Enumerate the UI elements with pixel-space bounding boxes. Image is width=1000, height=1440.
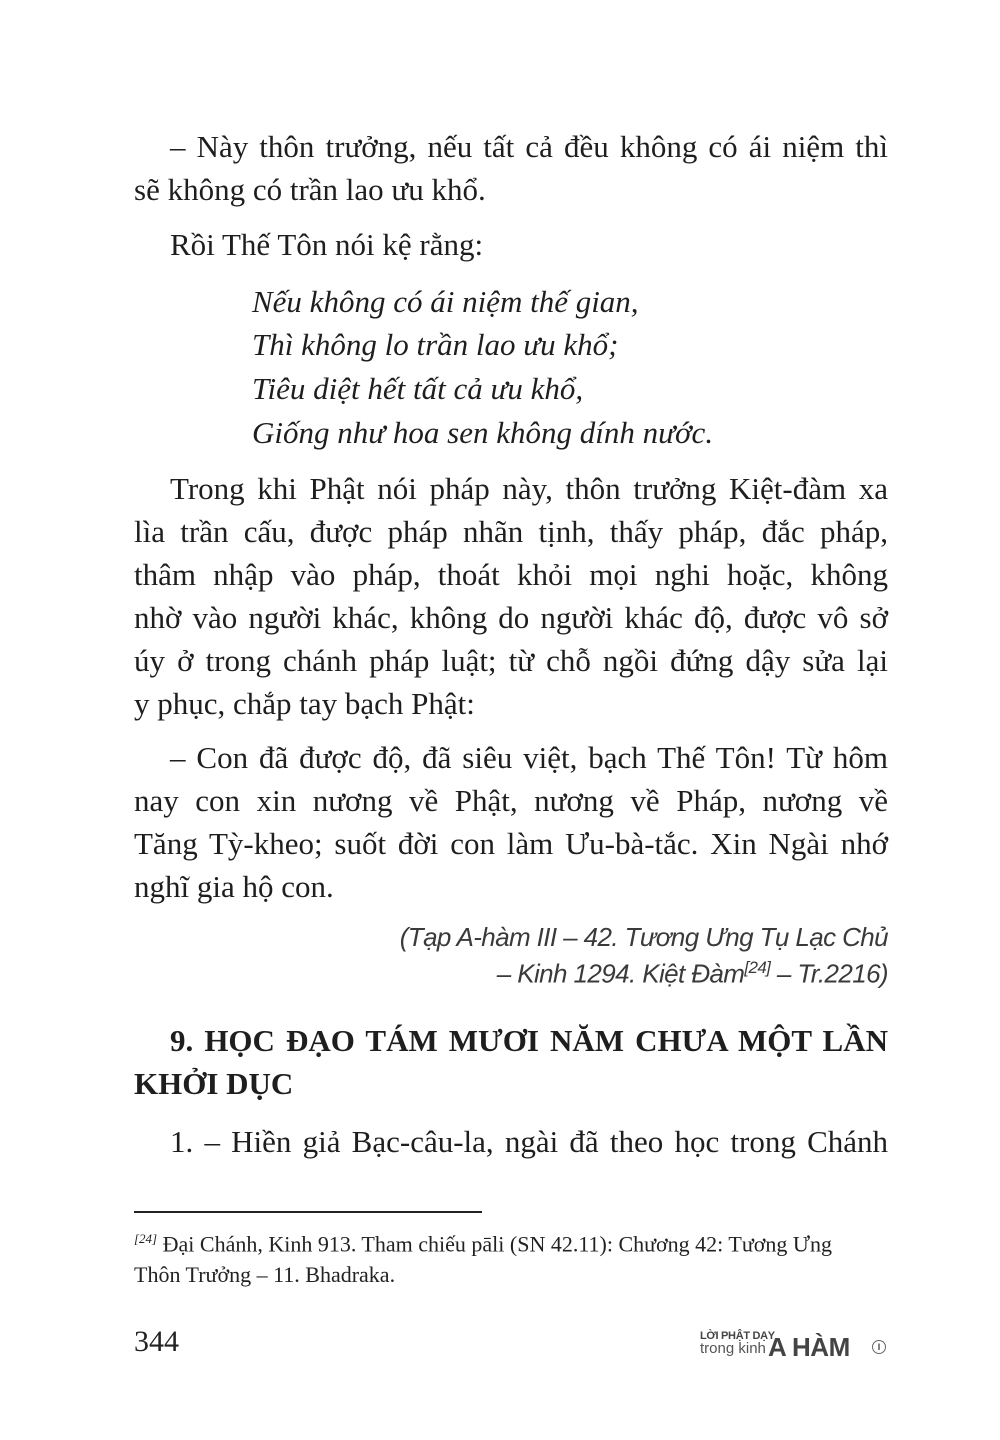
para4-line3: Tăng Tỳ-kheo; suốt đời con làm Ưu-bà-tắc. Xin Ngài nhớ (134, 826, 888, 861)
section-heading-line1: 9. HỌC ĐẠO TÁM MƯƠI NĂM CHƯA MỘT LẦN (170, 1023, 888, 1058)
para1-line1: – Này thôn trưởng, nếu tất cả đều không có ái niệm thì (170, 129, 888, 164)
para4-line2: nay con xin nương về Phật, nương về Pháp, nương về (134, 783, 888, 818)
book-brand-logo (700, 1330, 890, 1364)
volume-badge-icon: I (872, 1340, 886, 1354)
verse-line-4: Giống như hoa sen không dính nước. (252, 415, 714, 450)
verse-line-1: Nếu không có ái niệm thế gian, (252, 284, 639, 319)
citation-line2 (497, 958, 888, 990)
brand-top: LỜI PHẬT DẠY (700, 1330, 775, 1342)
para3-line1: Trong khi Phật nói pháp này, thôn trưởng Kiệt-đàm xa (170, 471, 888, 506)
verse-line-2: Thì không lo trần lao ưu khổ; (252, 327, 619, 362)
para3-line2: lìa trần cấu, được pháp nhãn tịnh, thấy pháp, đắc pháp, (134, 514, 888, 549)
footnote-marker: [24] (134, 1231, 158, 1246)
footnote-line1 (134, 1231, 832, 1257)
para3-line3: thâm nhập vào pháp, thoát khỏi mọi nghi hoặc, không (134, 557, 888, 592)
brand-main: A HÀM (768, 1332, 850, 1362)
citation-footnote-ref[interactable]: [24] (744, 958, 771, 977)
para5-line1: 1. – Hiền giả Bạc-câu-la, ngài đã theo học trong Chánh (170, 1124, 888, 1159)
brand-bottom: trong kinh (700, 1340, 766, 1357)
verse-line-3: Tiêu diệt hết tất cả ưu khổ, (252, 371, 584, 406)
para3-line4: nhờ vào người khác, không do người khác độ, được vô sở (134, 600, 888, 635)
para1-line2: sẽ không có trần lao ưu khổ. (134, 172, 486, 207)
para2: Rồi Thế Tôn nói kệ rằng: (170, 227, 484, 262)
para3-line6: y phục, chắp tay bạch Phật: (134, 686, 475, 721)
para4-line4: nghĩ gia hộ con. (134, 869, 334, 904)
footnote-divider (134, 1211, 482, 1213)
page-number: 344 (134, 1325, 179, 1358)
para3-line5: úy ở trong chánh pháp luật; từ chỗ ngồi đứng dậy sửa lại (134, 643, 888, 678)
section-heading-line2: KHỞI DỤC (134, 1066, 294, 1101)
para4-line1: – Con đã được độ, đã siêu việt, bạch Thế Tôn! Từ hôm (170, 740, 888, 775)
citation-page: – Tr.2216) (770, 958, 888, 989)
footnote-text: Đại Chánh, Kinh 913. Tham chiếu pāli (SN 42.11): Chương 42: Tương Ưng (157, 1231, 832, 1257)
citation-text: – Kinh 1294. Kiệt Đàm (496, 958, 745, 989)
citation-line1: (Tạp A-hàm III – 42. Tương Ưng Tụ Lạc Chủ (399, 922, 888, 952)
footnote-line2: Thôn Trưởng – 11. Bhadraka. (134, 1262, 396, 1287)
